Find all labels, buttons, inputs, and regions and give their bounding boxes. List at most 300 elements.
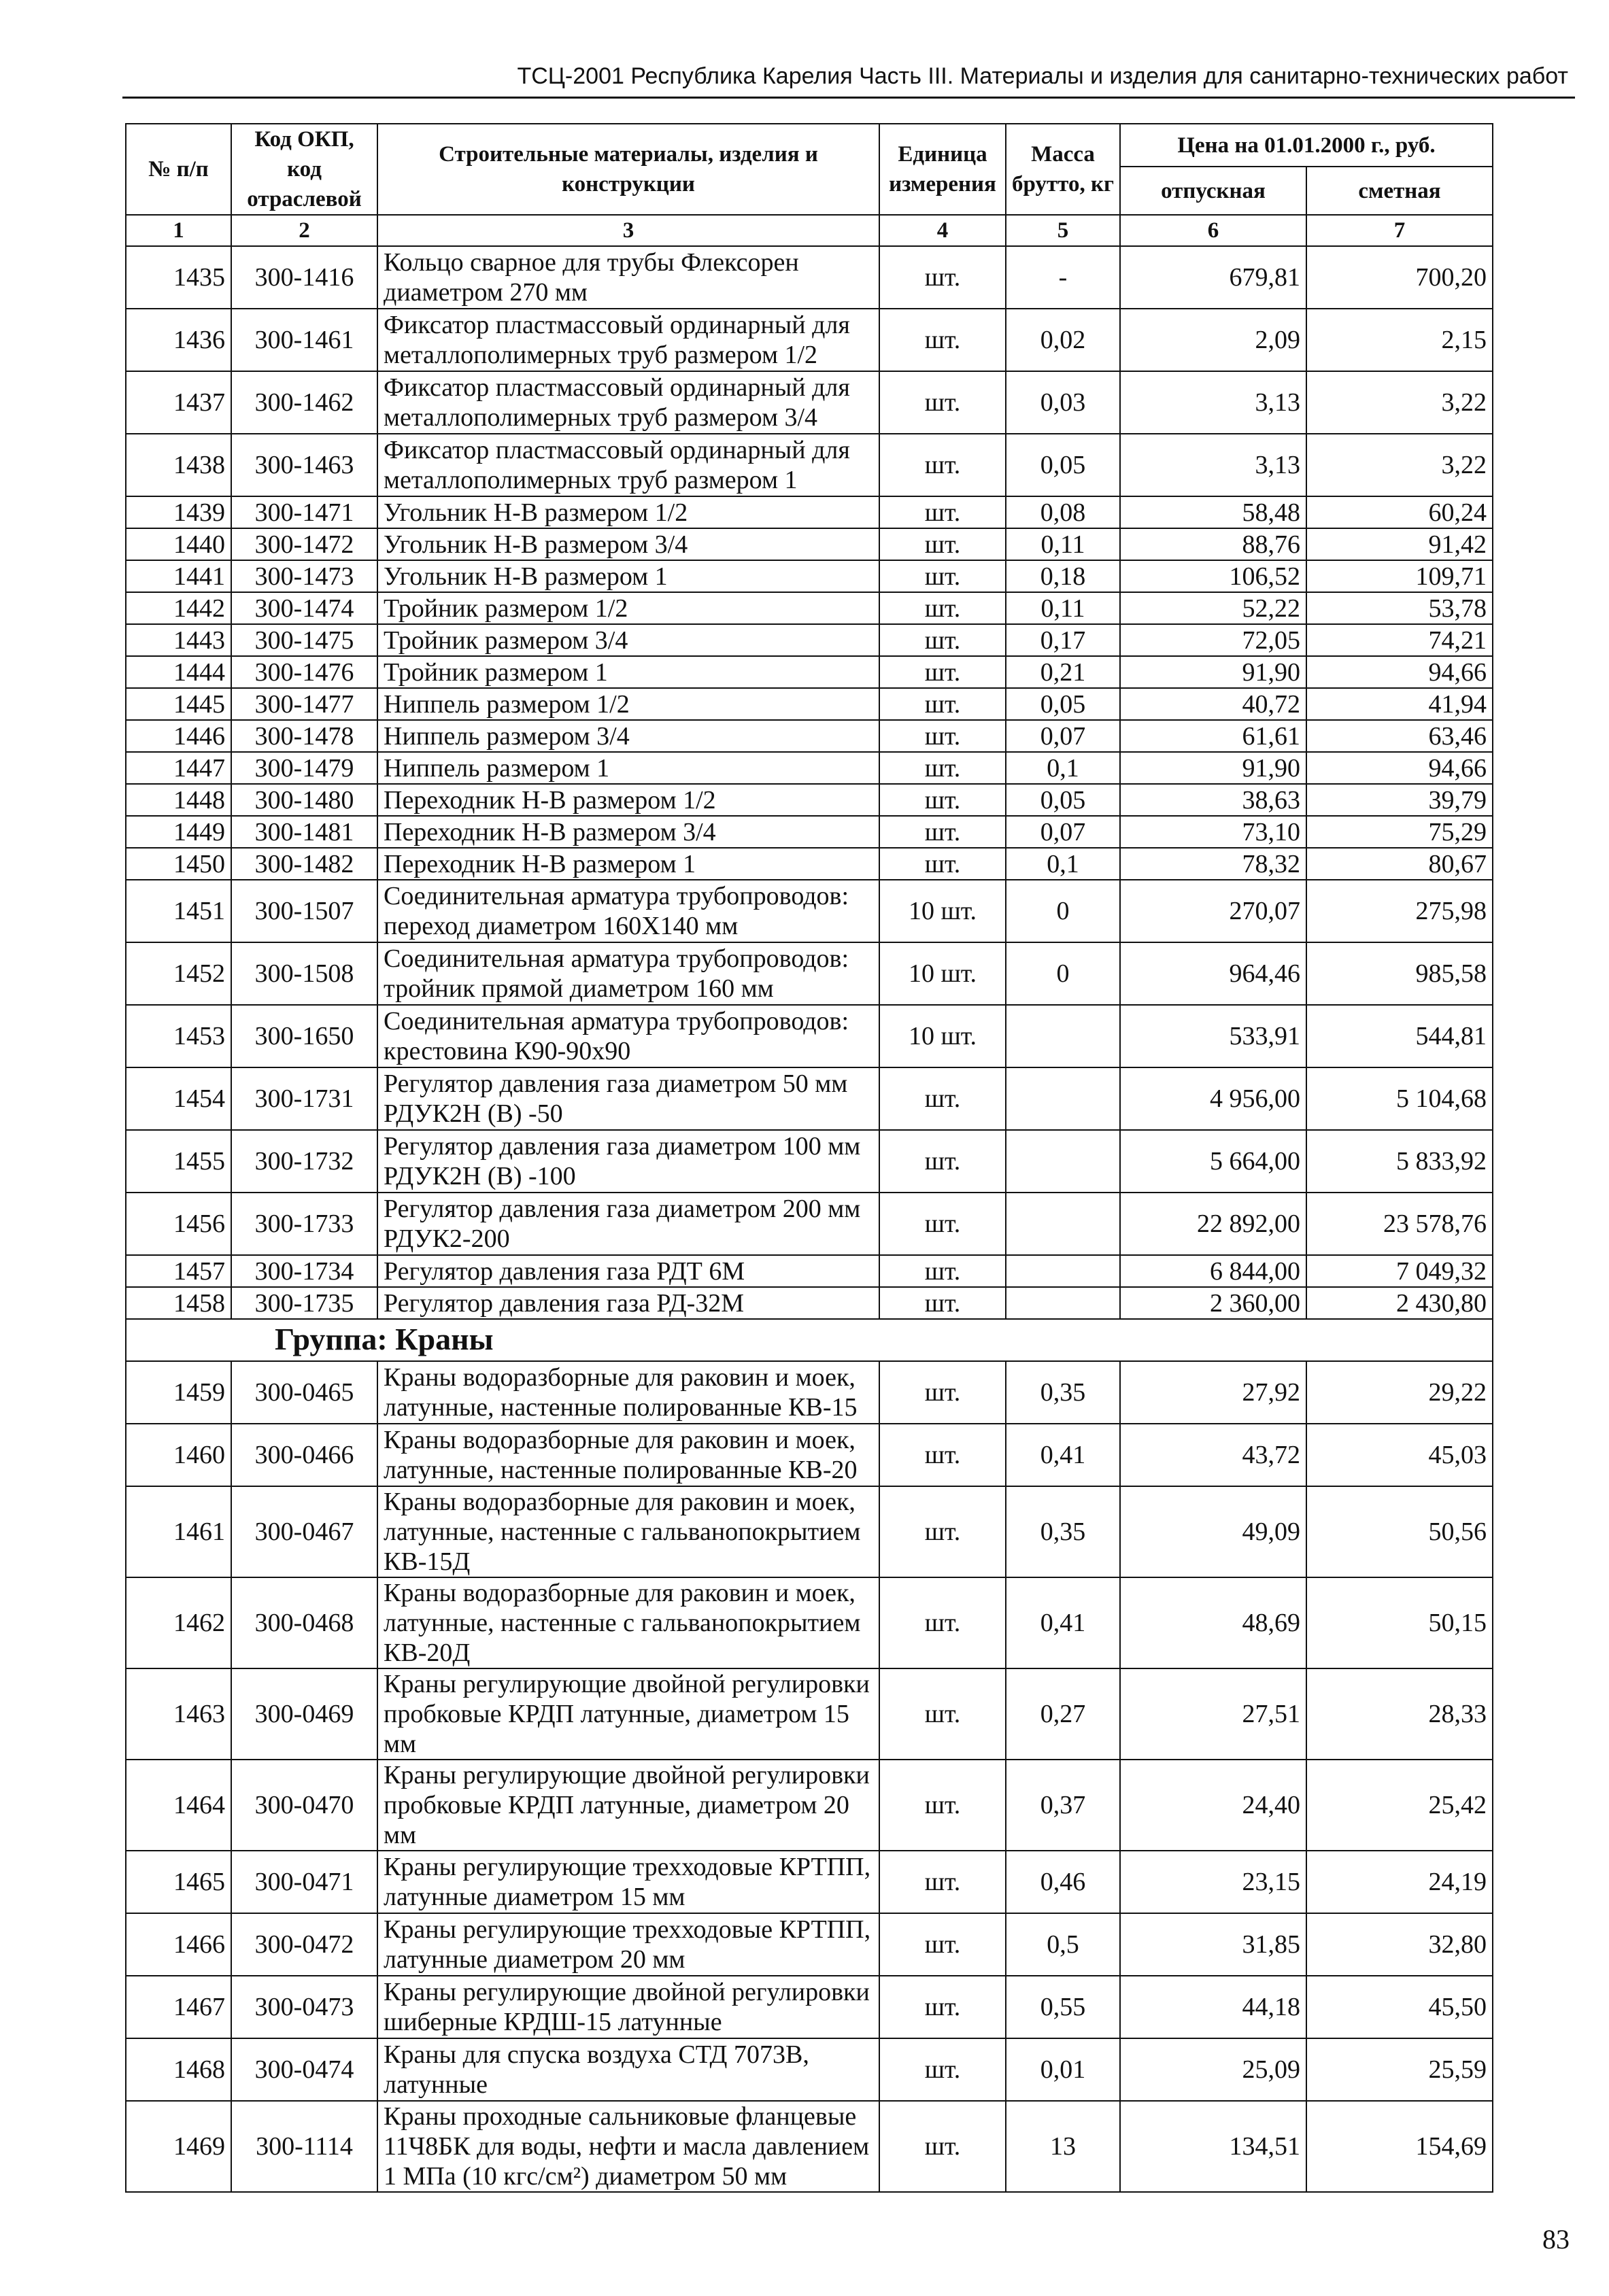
row-price-estimate: 29,22	[1306, 1361, 1493, 1424]
row-price-estimate: 25,59	[1306, 2038, 1493, 2101]
row-price-release: 24,40	[1120, 1760, 1306, 1851]
row-number: 1459	[126, 1361, 231, 1424]
group-label: Группа: Краны	[275, 1321, 494, 1356]
row-name: Переходник Н-В размером 1/2	[377, 784, 879, 816]
row-mass: 0,1	[1006, 848, 1120, 880]
row-mass: 0,37	[1006, 1760, 1120, 1851]
table-row	[126, 1361, 1493, 1424]
row-mass: 0,11	[1006, 592, 1120, 624]
row-unit: шт.	[879, 592, 1006, 624]
row-price-release: 31,85	[1120, 1913, 1306, 1976]
row-price-estimate: 5 833,92	[1306, 1130, 1493, 1193]
row-mass: 13	[1006, 2101, 1120, 2192]
row-number: 1443	[126, 624, 231, 656]
row-number: 1453	[126, 1005, 231, 1067]
table-row	[126, 656, 1493, 688]
table-row	[126, 1913, 1493, 1976]
row-price-estimate: 50,56	[1306, 1486, 1493, 1577]
row-unit: шт.	[879, 1130, 1006, 1193]
table-row	[126, 434, 1493, 496]
row-code: 300-1463	[231, 434, 377, 496]
row-mass: 0	[1006, 880, 1120, 942]
row-number: 1446	[126, 720, 231, 752]
row-price-estimate: 94,66	[1306, 752, 1493, 784]
row-unit: шт.	[879, 688, 1006, 720]
row-unit: шт.	[879, 496, 1006, 528]
row-number: 1449	[126, 816, 231, 848]
row-unit: шт.	[879, 434, 1006, 496]
row-code: 300-1480	[231, 784, 377, 816]
row-price-estimate: 75,29	[1306, 816, 1493, 848]
row-name: Тройник размером 1/2	[377, 592, 879, 624]
row-price-release: 964,46	[1120, 942, 1306, 1005]
row-unit: шт.	[879, 246, 1006, 309]
row-price-release: 73,10	[1120, 816, 1306, 848]
row-code: 300-1473	[231, 560, 377, 592]
row-price-estimate: 80,67	[1306, 848, 1493, 880]
table-row	[126, 1130, 1493, 1193]
table-row	[126, 1577, 1493, 1668]
row-name: Угольник Н-В размером 1/2	[377, 496, 879, 528]
row-name: Краны регулирующие двойной регулировки шиберные КРДШ-15 латунные	[377, 1976, 879, 2038]
row-unit: шт.	[879, 720, 1006, 752]
table-row	[126, 1760, 1493, 1851]
table-row	[126, 784, 1493, 816]
row-name: Соединительная арматура трубопроводов: крестовина К90-90х90	[377, 1005, 879, 1067]
row-mass	[1006, 1193, 1120, 1255]
row-number: 1441	[126, 560, 231, 592]
row-name: Краны для спуска воздуха СТД 7073В, латунные	[377, 2038, 879, 2101]
row-price-estimate: 60,24	[1306, 496, 1493, 528]
row-price-release: 2,09	[1120, 309, 1306, 371]
column-number: 1	[126, 215, 231, 246]
row-code: 300-1507	[231, 880, 377, 942]
col-header-price-group: Цена на 01.01.2000 г., руб.	[1120, 124, 1493, 167]
row-mass: 0,35	[1006, 1361, 1120, 1424]
table-row	[126, 2101, 1493, 2192]
row-name: Краны проходные сальниковые фланцевые 11Ч8БК для воды, нефти и масла давлением 1 МПа (10 кгс/см²) диаметром 50 мм	[377, 2101, 879, 2192]
row-price-release: 52,22	[1120, 592, 1306, 624]
column-number: 6	[1120, 215, 1306, 246]
row-code: 300-0467	[231, 1486, 377, 1577]
row-mass: 0,11	[1006, 528, 1120, 560]
row-unit: шт.	[879, 2101, 1006, 2192]
row-price-estimate: 28,33	[1306, 1668, 1493, 1760]
col-header-num: № п/п	[126, 124, 231, 215]
row-mass: 0,21	[1006, 656, 1120, 688]
row-number: 1463	[126, 1668, 231, 1760]
row-mass: 0,35	[1006, 1486, 1120, 1577]
table-row	[126, 720, 1493, 752]
row-code: 300-1508	[231, 942, 377, 1005]
row-name: Краны водоразборные для раковин и моек, латунные, настенные с гальванопокрытием КВ-20Д	[377, 1577, 879, 1668]
row-name: Краны водоразборные для раковин и моек, латунные, настенные с гальванопокрытием КВ-15Д	[377, 1486, 879, 1577]
row-price-release: 3,13	[1120, 371, 1306, 434]
table-body-cranes	[126, 1361, 1493, 2192]
row-code: 300-1476	[231, 656, 377, 688]
row-name: Соединительная арматура трубопроводов: тройник прямой диаметром 160 мм	[377, 942, 879, 1005]
row-name: Угольник Н-В размером 1	[377, 560, 879, 592]
row-unit: 10 шт.	[879, 1005, 1006, 1067]
row-name: Переходник Н-В размером 1	[377, 848, 879, 880]
row-code: 300-1478	[231, 720, 377, 752]
row-name: Тройник размером 1	[377, 656, 879, 688]
col-header-okp: Код ОКП, код отраслевой	[231, 124, 377, 215]
row-number: 1468	[126, 2038, 231, 2101]
row-price-release: 88,76	[1120, 528, 1306, 560]
row-price-release: 106,52	[1120, 560, 1306, 592]
row-code: 300-1481	[231, 816, 377, 848]
table-row	[126, 371, 1493, 434]
row-number: 1455	[126, 1130, 231, 1193]
row-price-release: 48,69	[1120, 1577, 1306, 1668]
row-unit: шт.	[879, 1577, 1006, 1668]
row-price-release: 3,13	[1120, 434, 1306, 496]
col-header-unit: Единица измерения	[879, 124, 1006, 215]
table-row	[126, 246, 1493, 309]
table-row	[126, 942, 1493, 1005]
row-unit: шт.	[879, 752, 1006, 784]
row-price-estimate: 45,50	[1306, 1976, 1493, 2038]
row-price-estimate: 2 430,80	[1306, 1287, 1493, 1319]
row-price-estimate: 3,22	[1306, 434, 1493, 496]
row-price-estimate: 94,66	[1306, 656, 1493, 688]
row-number: 1465	[126, 1851, 231, 1913]
row-price-estimate: 544,81	[1306, 1005, 1493, 1067]
row-code: 300-1650	[231, 1005, 377, 1067]
row-unit: шт.	[879, 848, 1006, 880]
row-name: Краны водоразборные для раковин и моек, латунные, настенные полированные КВ-20	[377, 1424, 879, 1486]
row-number: 1469	[126, 2101, 231, 2192]
row-number: 1466	[126, 1913, 231, 1976]
row-unit: шт.	[879, 1067, 1006, 1130]
row-mass: 0,27	[1006, 1668, 1120, 1760]
col-header-price-estimate: сметная	[1306, 167, 1493, 215]
row-name: Ниппель размером 3/4	[377, 720, 879, 752]
row-price-estimate: 24,19	[1306, 1851, 1493, 1913]
row-number: 1457	[126, 1255, 231, 1287]
row-price-estimate: 41,94	[1306, 688, 1493, 720]
row-unit: 10 шт.	[879, 942, 1006, 1005]
row-number: 1437	[126, 371, 231, 434]
row-price-estimate: 109,71	[1306, 560, 1493, 592]
row-mass	[1006, 1255, 1120, 1287]
row-price-release: 58,48	[1120, 496, 1306, 528]
row-name: Краны регулирующие двойной регулировки пробковые КРДП латунные, диаметром 15 мм	[377, 1668, 879, 1760]
row-price-estimate: 985,58	[1306, 942, 1493, 1005]
row-unit: шт.	[879, 1255, 1006, 1287]
page-header	[122, 56, 1575, 99]
row-unit: шт.	[879, 1424, 1006, 1486]
row-price-release: 23,15	[1120, 1851, 1306, 1913]
row-mass: 0,08	[1006, 496, 1120, 528]
row-name: Фиксатор пластмассовый ординарный для металлополимерных труб размером 1/2	[377, 309, 879, 371]
row-price-release: 6 844,00	[1120, 1255, 1306, 1287]
row-price-estimate: 7 049,32	[1306, 1255, 1493, 1287]
row-name: Краны регулирующие трехходовые КРТПП, латунные диаметром 15 мм	[377, 1851, 879, 1913]
row-unit: 10 шт.	[879, 880, 1006, 942]
row-code: 300-0466	[231, 1424, 377, 1486]
row-price-estimate: 25,42	[1306, 1760, 1493, 1851]
row-number: 1442	[126, 592, 231, 624]
row-mass: 0,5	[1006, 1913, 1120, 1976]
row-name: Фиксатор пластмассовый ординарный для металлополимерных труб размером 1	[377, 434, 879, 496]
row-mass: 0,01	[1006, 2038, 1120, 2101]
row-price-release: 533,91	[1120, 1005, 1306, 1067]
column-number: 5	[1006, 215, 1120, 246]
row-unit: шт.	[879, 624, 1006, 656]
table-row	[126, 592, 1493, 624]
table-row	[126, 1486, 1493, 1577]
column-number: 3	[377, 215, 879, 246]
row-code: 300-1733	[231, 1193, 377, 1255]
table-row	[126, 1668, 1493, 1760]
row-name: Регулятор давления газа диаметром 100 мм РДУК2Н (В) -100	[377, 1130, 879, 1193]
row-unit: шт.	[879, 1913, 1006, 1976]
row-price-release: 44,18	[1120, 1976, 1306, 2038]
row-unit: шт.	[879, 528, 1006, 560]
row-price-release: 270,07	[1120, 880, 1306, 942]
table-row	[126, 528, 1493, 560]
row-price-release: 5 664,00	[1120, 1130, 1306, 1193]
table-row	[126, 1976, 1493, 2038]
row-code: 300-1462	[231, 371, 377, 434]
row-code: 300-0465	[231, 1361, 377, 1424]
col-header-name: Строительные материалы, изделия и конструкции	[377, 124, 879, 215]
row-mass: 0,07	[1006, 816, 1120, 848]
col-header-price-release: отпускная	[1120, 167, 1306, 215]
table-row	[126, 1424, 1493, 1486]
row-code: 300-1735	[231, 1287, 377, 1319]
row-price-release: 40,72	[1120, 688, 1306, 720]
table-row	[126, 1193, 1493, 1255]
table-row	[126, 2038, 1493, 2101]
row-unit: шт.	[879, 371, 1006, 434]
row-name: Ниппель размером 1	[377, 752, 879, 784]
row-price-estimate: 50,15	[1306, 1577, 1493, 1668]
row-code: 300-0470	[231, 1760, 377, 1851]
row-mass	[1006, 1130, 1120, 1193]
row-mass: 0,05	[1006, 784, 1120, 816]
row-unit: шт.	[879, 1976, 1006, 2038]
column-number: 4	[879, 215, 1006, 246]
row-mass: 0,07	[1006, 720, 1120, 752]
row-mass	[1006, 1287, 1120, 1319]
row-price-release: 27,51	[1120, 1668, 1306, 1760]
group-cell	[126, 1319, 1493, 1361]
row-number: 1448	[126, 784, 231, 816]
row-mass: 0,03	[1006, 371, 1120, 434]
table-row	[126, 1287, 1493, 1319]
row-name: Ниппель размером 1/2	[377, 688, 879, 720]
row-number: 1445	[126, 688, 231, 720]
row-number: 1450	[126, 848, 231, 880]
row-code: 300-0468	[231, 1577, 377, 1668]
row-mass: 0,55	[1006, 1976, 1120, 2038]
row-price-estimate: 32,80	[1306, 1913, 1493, 1976]
table-row	[126, 1005, 1493, 1067]
row-mass: 0,41	[1006, 1577, 1120, 1668]
row-name: Регулятор давления газа РД-32М	[377, 1287, 879, 1319]
row-unit: шт.	[879, 1193, 1006, 1255]
row-unit: шт.	[879, 1361, 1006, 1424]
row-code: 300-1482	[231, 848, 377, 880]
table-row	[126, 816, 1493, 848]
row-price-estimate: 39,79	[1306, 784, 1493, 816]
row-number: 1439	[126, 496, 231, 528]
row-unit: шт.	[879, 1668, 1006, 1760]
table-row	[126, 880, 1493, 942]
row-unit: шт.	[879, 1486, 1006, 1577]
row-unit: шт.	[879, 309, 1006, 371]
row-price-release: 25,09	[1120, 2038, 1306, 2101]
row-name: Кольцо сварное для трубы Флексорен диаметром 270 мм	[377, 246, 879, 309]
row-code: 300-0473	[231, 1976, 377, 2038]
row-number: 1438	[126, 434, 231, 496]
header-row	[126, 124, 1493, 167]
row-name: Краны водоразборные для раковин и моек, латунные, настенные полированные КВ-15	[377, 1361, 879, 1424]
row-price-estimate: 45,03	[1306, 1424, 1493, 1486]
row-number: 1444	[126, 656, 231, 688]
row-name: Фиксатор пластмассовый ординарный для металлополимерных труб размером 3/4	[377, 371, 879, 434]
row-price-release: 27,92	[1120, 1361, 1306, 1424]
materials-table	[125, 123, 1493, 2193]
row-unit: шт.	[879, 784, 1006, 816]
row-unit: шт.	[879, 656, 1006, 688]
row-mass: 0,1	[1006, 752, 1120, 784]
column-number: 2	[231, 215, 377, 246]
group-row	[126, 1319, 1493, 1361]
row-code: 300-1471	[231, 496, 377, 528]
page-number: 83	[1542, 2224, 1570, 2255]
row-unit: шт.	[879, 1760, 1006, 1851]
row-price-release: 38,63	[1120, 784, 1306, 816]
row-unit: шт.	[879, 2038, 1006, 2101]
row-price-estimate: 275,98	[1306, 880, 1493, 942]
row-price-release: 4 956,00	[1120, 1067, 1306, 1130]
row-name: Переходник Н-В размером 3/4	[377, 816, 879, 848]
row-unit: шт.	[879, 560, 1006, 592]
row-code: 300-0469	[231, 1668, 377, 1760]
row-price-release: 91,90	[1120, 752, 1306, 784]
row-price-estimate: 700,20	[1306, 246, 1493, 309]
row-code: 300-1475	[231, 624, 377, 656]
row-code: 300-1461	[231, 309, 377, 371]
row-code: 300-0474	[231, 2038, 377, 2101]
row-price-release: 134,51	[1120, 2101, 1306, 2192]
row-number: 1456	[126, 1193, 231, 1255]
row-name: Соединительная арматура трубопроводов: переход диаметром 160Х140 мм	[377, 880, 879, 942]
row-name: Краны регулирующие трехходовые КРТПП, латунные диаметром 20 мм	[377, 1913, 879, 1976]
row-code: 300-1472	[231, 528, 377, 560]
row-number: 1435	[126, 246, 231, 309]
group-section	[126, 1319, 1493, 1361]
row-price-estimate: 74,21	[1306, 624, 1493, 656]
row-price-estimate: 2,15	[1306, 309, 1493, 371]
row-number: 1461	[126, 1486, 231, 1577]
row-price-estimate: 3,22	[1306, 371, 1493, 434]
row-code: 300-1479	[231, 752, 377, 784]
table-row	[126, 309, 1493, 371]
row-mass	[1006, 1067, 1120, 1130]
row-mass: -	[1006, 246, 1120, 309]
row-price-estimate: 63,46	[1306, 720, 1493, 752]
table-row	[126, 496, 1493, 528]
row-mass: 0,02	[1006, 309, 1120, 371]
row-code: 300-1731	[231, 1067, 377, 1130]
row-code: 300-1416	[231, 246, 377, 309]
row-number: 1452	[126, 942, 231, 1005]
row-number: 1436	[126, 309, 231, 371]
row-price-release: 22 892,00	[1120, 1193, 1306, 1255]
table-body-main	[126, 246, 1493, 1319]
row-mass: 0,18	[1006, 560, 1120, 592]
row-name: Краны регулирующие двойной регулировки пробковые КРДП латунные, диаметром 20 мм	[377, 1760, 879, 1851]
row-number: 1458	[126, 1287, 231, 1319]
row-price-release: 61,61	[1120, 720, 1306, 752]
row-mass: 0,05	[1006, 688, 1120, 720]
row-mass: 0,41	[1006, 1424, 1120, 1486]
row-price-estimate: 5 104,68	[1306, 1067, 1493, 1130]
row-mass: 0,17	[1006, 624, 1120, 656]
table-row	[126, 1255, 1493, 1287]
column-numbers-row	[126, 215, 1493, 246]
row-price-estimate: 154,69	[1306, 2101, 1493, 2192]
row-price-release: 72,05	[1120, 624, 1306, 656]
row-price-release: 91,90	[1120, 656, 1306, 688]
row-price-release: 78,32	[1120, 848, 1306, 880]
table-row	[126, 624, 1493, 656]
row-name: Регулятор давления газа РДТ 6М	[377, 1255, 879, 1287]
row-code: 300-1114	[231, 2101, 377, 2192]
table-row	[126, 1851, 1493, 1913]
row-price-estimate: 91,42	[1306, 528, 1493, 560]
row-code: 300-0472	[231, 1913, 377, 1976]
row-number: 1440	[126, 528, 231, 560]
row-number: 1464	[126, 1760, 231, 1851]
row-number: 1460	[126, 1424, 231, 1486]
row-price-release: 49,09	[1120, 1486, 1306, 1577]
row-name: Угольник Н-В размером 3/4	[377, 528, 879, 560]
row-price-release: 43,72	[1120, 1424, 1306, 1486]
table-row	[126, 752, 1493, 784]
table-row	[126, 848, 1493, 880]
row-code: 300-1474	[231, 592, 377, 624]
table-row	[126, 1067, 1493, 1130]
row-mass: 0	[1006, 942, 1120, 1005]
row-name: Регулятор давления газа диаметром 50 мм РДУК2Н (В) -50	[377, 1067, 879, 1130]
row-unit: шт.	[879, 1851, 1006, 1913]
row-number: 1454	[126, 1067, 231, 1130]
row-code: 300-1734	[231, 1255, 377, 1287]
row-code: 300-1477	[231, 688, 377, 720]
document-title: ТСЦ-2001 Республика Карелия Часть III. Материалы и изделия для санитарно-технических работ	[517, 63, 1568, 89]
row-number: 1451	[126, 880, 231, 942]
table-row	[126, 688, 1493, 720]
row-code: 300-1732	[231, 1130, 377, 1193]
row-price-estimate: 53,78	[1306, 592, 1493, 624]
table-row	[126, 560, 1493, 592]
row-name: Регулятор давления газа диаметром 200 мм РДУК2-200	[377, 1193, 879, 1255]
row-price-estimate: 23 578,76	[1306, 1193, 1493, 1255]
row-unit: шт.	[879, 1287, 1006, 1319]
row-price-release: 679,81	[1120, 246, 1306, 309]
row-code: 300-0471	[231, 1851, 377, 1913]
row-price-release: 2 360,00	[1120, 1287, 1306, 1319]
column-number: 7	[1306, 215, 1493, 246]
row-number: 1467	[126, 1976, 231, 2038]
row-mass: 0,05	[1006, 434, 1120, 496]
